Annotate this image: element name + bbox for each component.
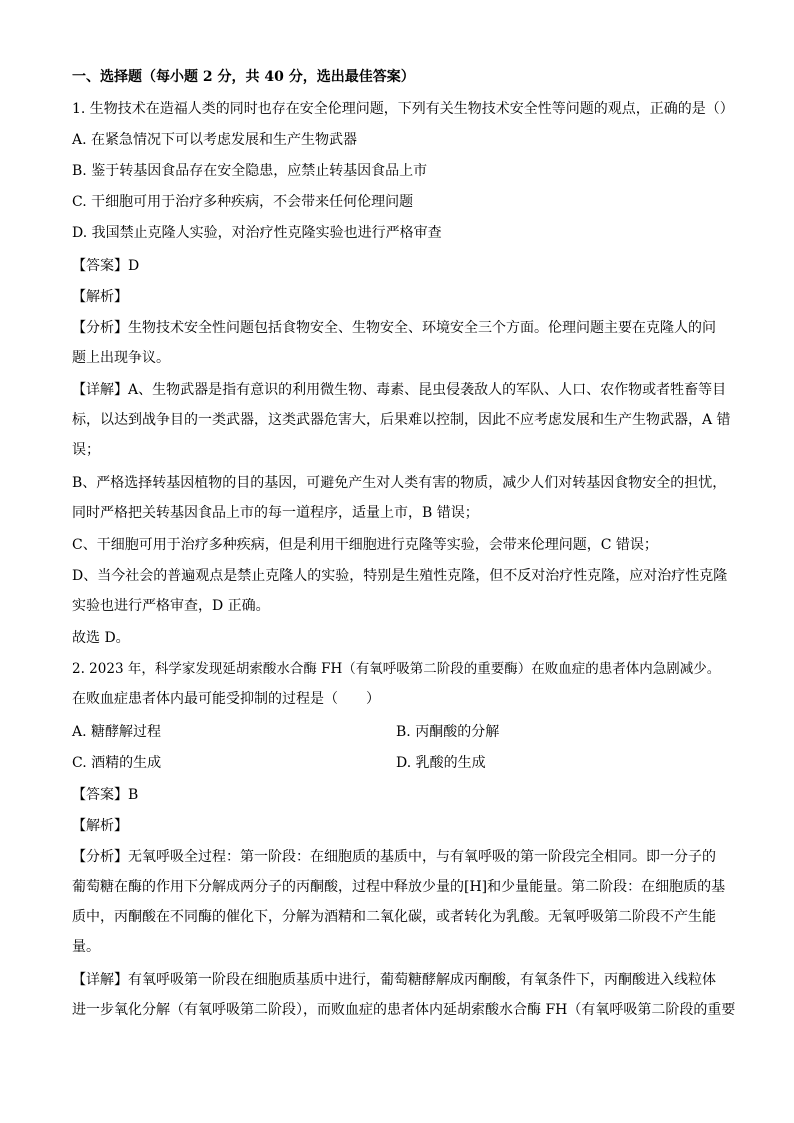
q1-option-d: D. 我国禁止克隆人实验，对治疗性克隆实验也进行严格审查 (72, 225, 442, 241)
q1-xiangjie-line: D、当今社会的普遍观点是禁止克隆人的实验，特别是生殖性克隆，但不反对治疗性克隆，应对治疗性克隆 (72, 568, 728, 584)
q1-option-c: C. 干细胞可用于治疗多种疾病，不会带来任何伦理问题 (72, 194, 414, 210)
q1-stem: 1. 生物技术在造福人类的同时也存在安全伦理问题，下列有关生物技术安全性等问题的观点，正确的是（） (72, 101, 734, 117)
q1-xiangjie-line: 【详解】A、生物武器是指有意识的利用微生物、毒素、昆虫侵袭敌人的军队、人口、农作物或者牲畜等目 (72, 382, 727, 398)
q2-option-a: A. 糖酵解过程 (72, 724, 162, 740)
q1-answer: 【答案】D (72, 258, 140, 274)
q2-option-b: B. 丙酮酸的分解 (396, 724, 500, 740)
q2-fenxi-line: 葡萄糖在酶的作用下分解成两分子的丙酮酸，过程中释放少量的[H]和少量能量。第二阶段：在细胞质的基 (72, 879, 726, 895)
q1-option-a: A. 在紧急情况下可以考虑发展和生产生物武器 (72, 132, 358, 148)
q2-option-d: D. 乳酸的生成 (396, 755, 486, 771)
q2-analysis-label: 【解析】 (72, 818, 128, 834)
q2-option-c: C. 酒精的生成 (72, 755, 162, 771)
q1-xiangjie-line: 同时严格把关转基因食品上市的每一道程序，适量上市，B 错误； (72, 505, 479, 521)
q2-xiangjie-line: 【详解】有氧呼吸第一阶段在细胞质基质中进行，葡萄糖酵解成丙酮酸，有氧条件下，丙酮酸进入线粒体 (72, 972, 716, 988)
section-heading: 一、选择题（每小题 2 分，共 40 分，选出最佳答案） (72, 69, 415, 85)
q2-stem: 在败血症患者体内最可能受抑制的过程是（ ） (72, 691, 380, 707)
q1-xiangjie-line: 实验也进行严格审查，D 正确。 (72, 598, 270, 614)
q1-fenxi-line: 题上出现争议。 (72, 350, 170, 366)
q2-stem: 2. 2023 年，科学家发现延胡索酸水合酶 FH（有氧呼吸第二阶段的重要酶）在败血症的患者体内急剧减少。 (72, 661, 721, 677)
q1-conclusion: 故选 D。 (72, 630, 130, 646)
q1-xiangjie-line: 误； (72, 442, 100, 458)
q2-fenxi-line: 【分析】无氧呼吸全过程：第一阶段：在细胞质的基质中，与有氧呼吸的第一阶段完全相同。即一分子的 (72, 849, 716, 865)
q1-fenxi-line: 【分析】生物技术安全性问题包括食物安全、生物安全、环境安全三个方面。伦理问题主要在克隆人的问 (72, 320, 716, 336)
q2-xiangjie-line: 进一步氧化分解（有氧呼吸第二阶段），而败血症的患者体内延胡索酸水合酶 FH（有氧呼吸第二阶段的重要 (72, 1002, 736, 1018)
q1-xiangjie-line: C、干细胞可用于治疗多种疾病，但是利用干细胞进行克隆等实验，会带来伦理问题，C 错误； (72, 537, 658, 553)
q1-option-b: B. 鉴于转基因食品存在安全隐患，应禁止转基因食品上市 (72, 163, 428, 179)
q2-fenxi-line: 质中，丙酮酸在不同酶的催化下，分解为酒精和二氧化碳，或者转化为乳酸。无氧呼吸第二阶段不产生能 (72, 909, 716, 925)
q1-xiangjie-line: B、严格选择转基因植物的目的基因，可避免产生对人类有害的物质，减少人们对转基因食物安全的担忧， (72, 475, 727, 491)
q2-answer: 【答案】B (72, 787, 139, 803)
q1-xiangjie-line: 标，以达到战争目的一类武器，这类武器危害大，后果难以控制，因此不应考虑发展和生产生物武器，A 错 (72, 412, 731, 428)
q1-analysis-label: 【解析】 (72, 289, 128, 305)
q2-fenxi-line: 量。 (72, 939, 100, 955)
